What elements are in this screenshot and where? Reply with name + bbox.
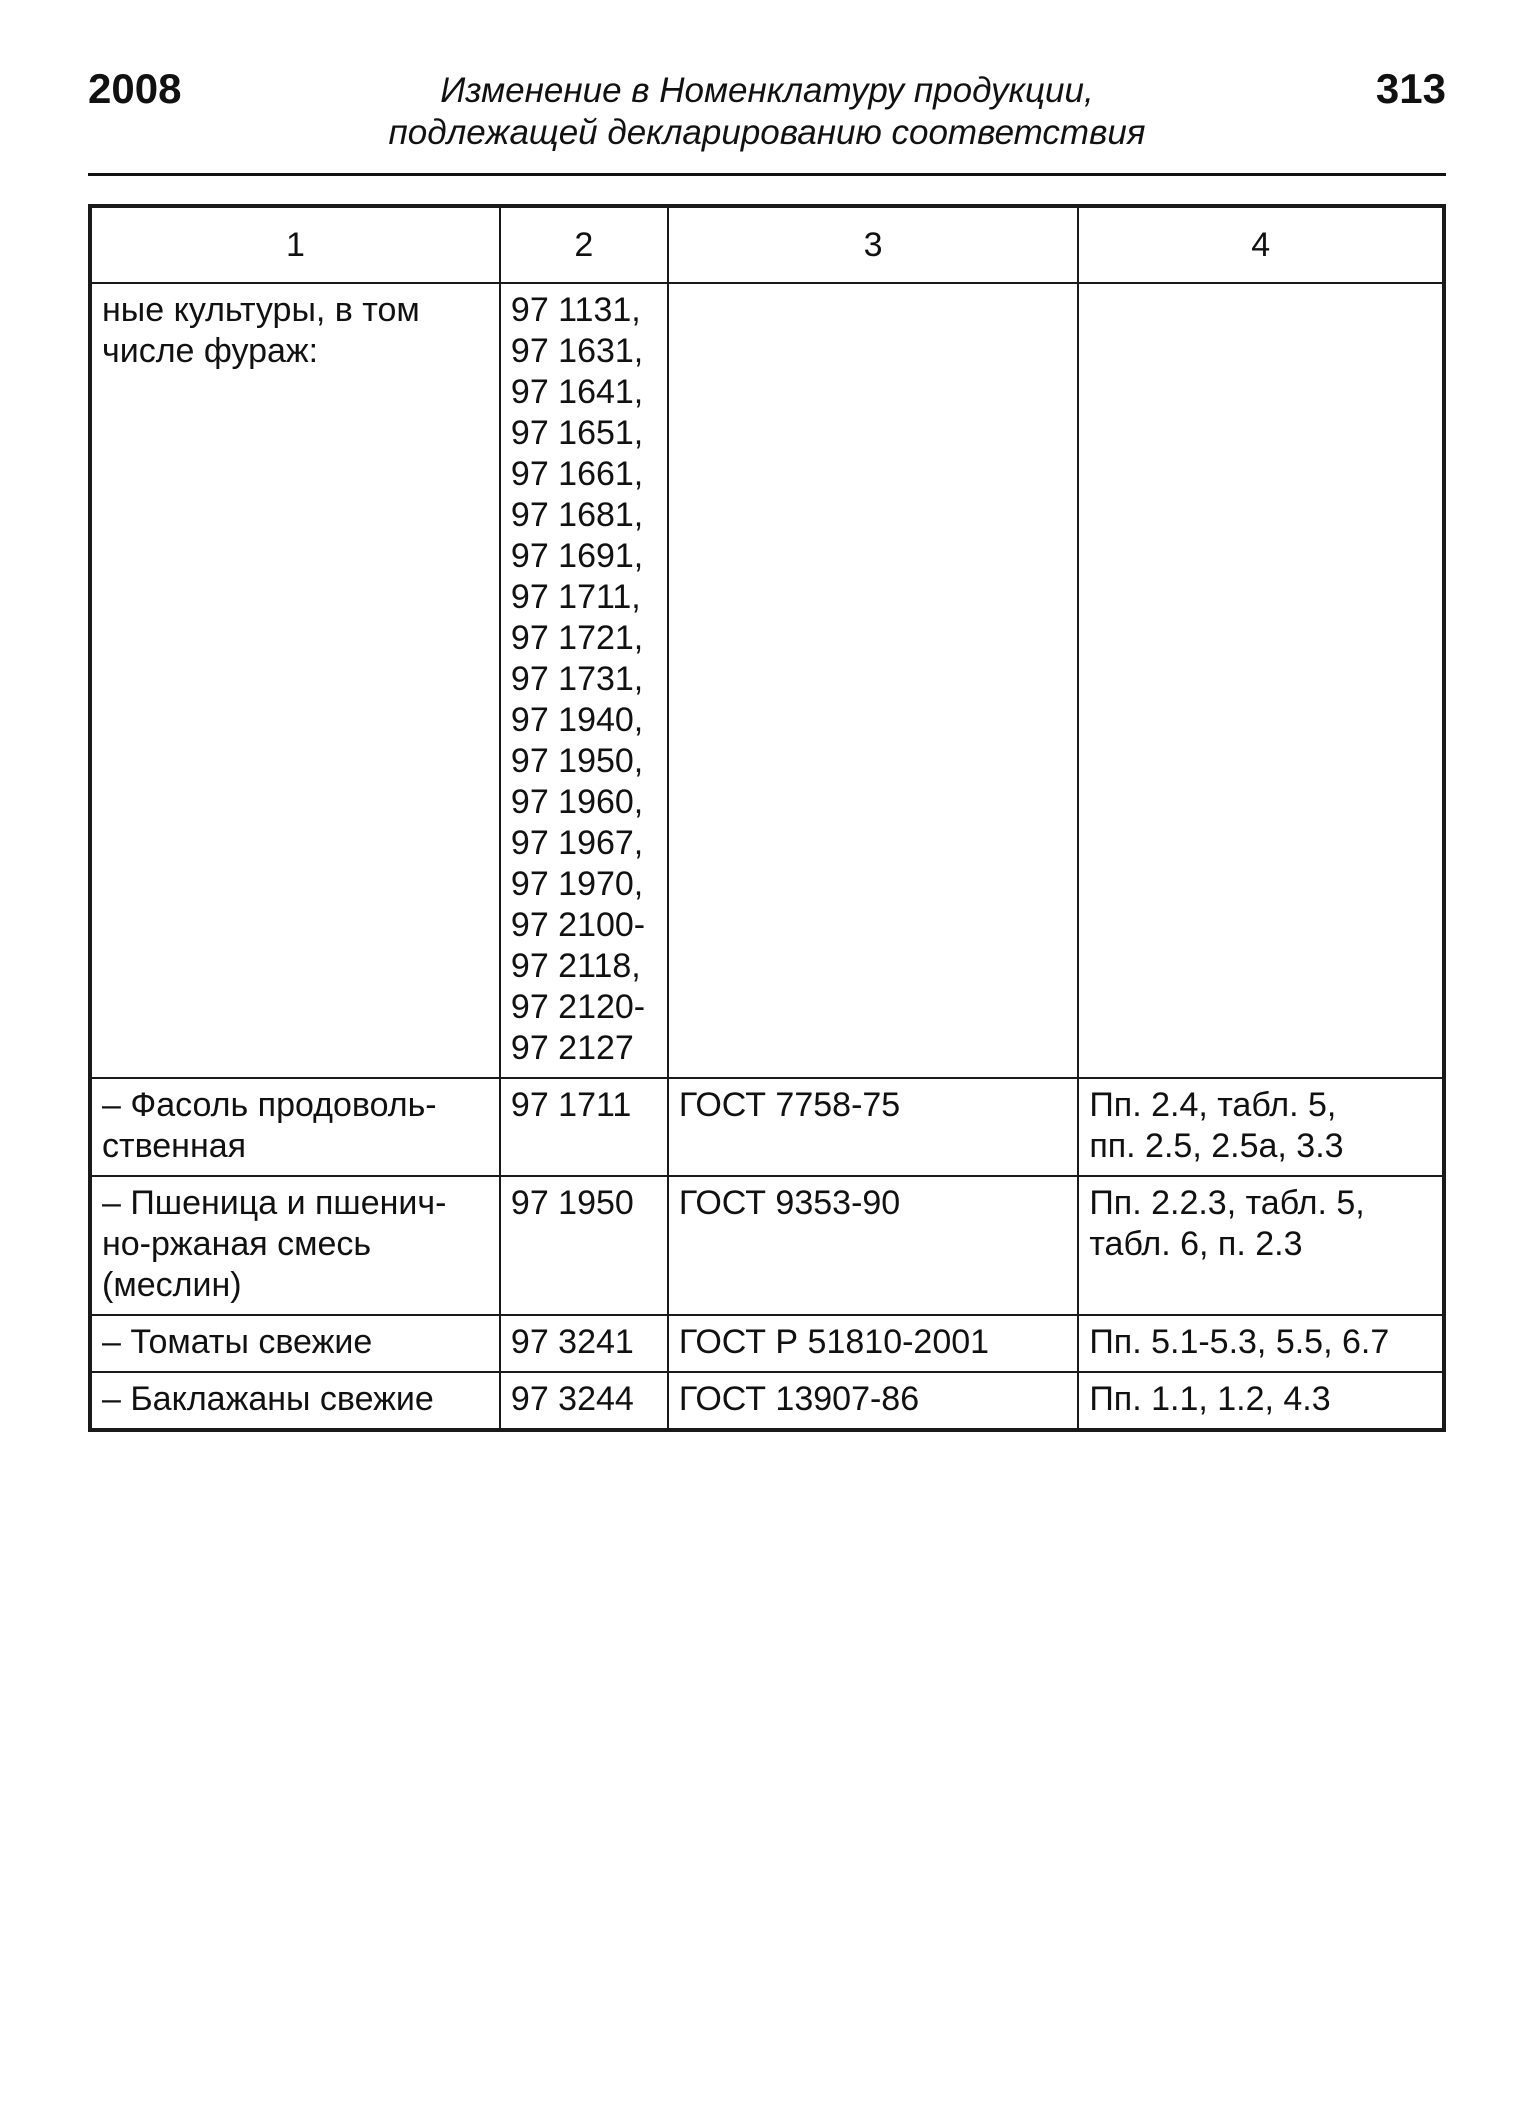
page-title-line-2: подлежащей декларированию соответствия — [388, 113, 1146, 152]
okp-code-cell — [500, 283, 668, 1078]
okp-code-cell-line: 97 1711, — [510, 578, 641, 616]
product-name-cell-line: – Баклажаны свежие — [102, 1380, 434, 1418]
okp-code-cell — [500, 1372, 668, 1430]
standard-cell — [668, 283, 1079, 1078]
okp-code-cell-line: 97 3241 — [510, 1323, 634, 1361]
okp-code-cell-line: 97 1641, — [510, 373, 644, 411]
product-name-cell — [90, 1372, 500, 1430]
table-row — [90, 1078, 1444, 1176]
page-number: 313 — [1375, 65, 1446, 112]
okp-code-cell-line: 97 1950, — [510, 742, 644, 780]
product-name-cell — [90, 1176, 500, 1315]
column-header-4: 4 — [1078, 206, 1444, 283]
okp-code-cell-line: 97 1960, — [510, 783, 644, 821]
okp-code-cell-line: 97 1631, — [510, 332, 644, 370]
clauses-cell-line: Пп. 2.4, табл. 5, — [1089, 1086, 1337, 1124]
clauses-cell-line: Пп. 2.2.3, табл. 5, — [1089, 1184, 1365, 1222]
header-divider — [88, 173, 1446, 176]
okp-code-cell-line: 97 1970, — [510, 865, 644, 903]
product-name-cell — [90, 1078, 500, 1176]
nomenclature-table — [88, 204, 1446, 1432]
clauses-cell-line: табл. 6, п. 2.3 — [1089, 1225, 1303, 1263]
product-name-cell-line: (меслин) — [102, 1266, 242, 1304]
clauses-cell-line: Пп. 1.1, 1.2, 4.3 — [1089, 1380, 1331, 1418]
okp-code-cell-line: 97 1721, — [510, 619, 644, 657]
table-body — [90, 283, 1444, 1430]
okp-code-cell-line: 97 1950 — [510, 1184, 634, 1222]
okp-code-cell-line: 97 1681, — [510, 496, 644, 534]
okp-code-cell-line: 97 2120- — [510, 988, 646, 1026]
product-name-cell — [90, 1315, 500, 1372]
table-row — [90, 283, 1444, 1078]
okp-code-cell-line: 97 1967, — [510, 824, 644, 862]
column-header-2: 2 — [500, 206, 668, 283]
clauses-cell — [1078, 1176, 1444, 1315]
clauses-cell — [1078, 1315, 1444, 1372]
product-name-cell-line: – Томаты свежие — [102, 1323, 373, 1361]
clauses-cell — [1078, 1372, 1444, 1430]
okp-code-cell-line: 97 3244 — [510, 1380, 634, 1418]
product-name-cell-line: ные культуры, в том — [102, 291, 420, 329]
okp-code-cell-line: 97 2127 — [510, 1029, 634, 1067]
table-row — [90, 1315, 1444, 1372]
year-label: 2008 — [88, 65, 182, 112]
column-header-1: 1 — [90, 206, 500, 283]
okp-code-cell — [500, 1078, 668, 1176]
product-name-cell-line: но-ржаная смесь — [102, 1225, 372, 1263]
clauses-cell — [1078, 1078, 1444, 1176]
okp-code-cell-line: 97 1940, — [510, 701, 644, 739]
table-row — [90, 1176, 1444, 1315]
page-header — [88, 62, 1446, 172]
product-name-cell-line: числе фураж: — [102, 332, 319, 370]
okp-code-cell-line: 97 1661, — [510, 455, 644, 493]
standard-cell: ГОСТ 7758-75 — [668, 1078, 1079, 1176]
product-name-cell-line: – Фасоль продоволь- — [102, 1086, 437, 1124]
okp-code-cell-line: 97 2100- — [510, 906, 646, 944]
clauses-cell-line: пп. 2.5, 2.5а, 3.3 — [1089, 1127, 1344, 1165]
product-name-cell-line: – Пшеница и пшенич- — [102, 1184, 447, 1222]
product-name-cell-line: ственная — [102, 1127, 247, 1165]
clauses-cell-line: Пп. 5.1-5.3, 5.5, 6.7 — [1089, 1323, 1390, 1361]
clauses-cell — [1078, 283, 1444, 1078]
standard-cell: ГОСТ 9353-90 — [668, 1176, 1079, 1315]
okp-code-cell-line: 97 1691, — [510, 537, 644, 575]
okp-code-cell — [500, 1176, 668, 1315]
okp-code-cell-line: 97 2118, — [510, 947, 641, 985]
product-name-cell — [90, 283, 500, 1078]
standard-cell: ГОСТ Р 51810-2001 — [668, 1315, 1079, 1372]
okp-code-cell-line: 97 1651, — [510, 414, 644, 452]
okp-code-cell-line: 97 1131, — [510, 291, 641, 329]
okp-code-cell — [500, 1315, 668, 1372]
table-row — [90, 1372, 1444, 1430]
okp-code-cell-line: 97 1731, — [510, 660, 644, 698]
standard-cell: ГОСТ 13907-86 — [668, 1372, 1079, 1430]
okp-code-cell-line: 97 1711 — [510, 1086, 632, 1124]
page-title-line-1: Изменение в Номенклатуру продукции, — [440, 71, 1094, 110]
table-header-row — [90, 206, 1444, 283]
column-header-3: 3 — [668, 206, 1079, 283]
page-title — [318, 70, 1216, 154]
